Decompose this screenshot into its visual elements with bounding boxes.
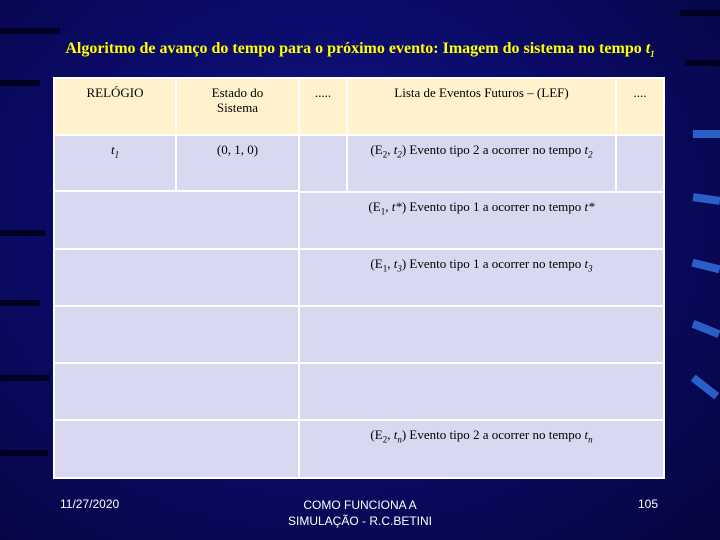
body-dots-column xyxy=(300,136,346,191)
row1-state xyxy=(177,136,298,190)
decorative-dash xyxy=(693,193,720,205)
lef-row-1: ($E_2$, $t_2$) Evento tipo 2 a ocorrer no tempo $t_2$ xyxy=(348,136,615,191)
lef-row-5 xyxy=(300,364,663,419)
background-stripe xyxy=(685,60,720,66)
footer-center-line1: COMO FUNCIONA A xyxy=(303,498,417,512)
row-divider xyxy=(55,419,298,421)
decorative-dash xyxy=(691,375,720,400)
row-divider xyxy=(55,362,298,364)
header-clock xyxy=(55,79,175,134)
lef-row-4 xyxy=(300,307,663,362)
row1-clock-subscript: 1 xyxy=(114,149,120,160)
row1-clock xyxy=(55,136,175,190)
title-text: Algoritmo de avanço do tempo para o próximo evento: Imagem do sistema no tempo xyxy=(65,40,646,57)
header-more xyxy=(617,79,663,134)
page-number: 105 xyxy=(638,497,659,511)
header-more-label: .... xyxy=(633,85,647,100)
decorative-dash xyxy=(693,130,720,138)
footer-date: 11/27/2020 xyxy=(60,497,120,511)
decorative-dash xyxy=(692,320,720,338)
body-more-column xyxy=(617,136,663,191)
title-time-subscript: 1 xyxy=(650,49,655,60)
lef-row-3: ($E_1$, $t_3$) Evento tipo 1 a ocorrer no tempo $t_3$ xyxy=(300,250,663,305)
header-state-line1: Estado do xyxy=(211,85,264,100)
header-state-line2: Sistema xyxy=(216,100,259,115)
row-divider xyxy=(55,305,298,307)
footer-center-line2: SIMULAÇÃO - R.C.BETINI xyxy=(287,514,433,528)
background-stripe xyxy=(0,375,50,381)
background-stripe xyxy=(0,300,40,306)
header-lef xyxy=(348,79,615,134)
header-dots-label: ..... xyxy=(314,85,332,100)
header-clock-label: RELÓGIO xyxy=(86,85,144,100)
lef-row-2: ($E_1$, t*) Evento tipo 1 a ocorrer no tempo t* xyxy=(300,193,663,248)
title-time: t xyxy=(645,40,651,57)
header-state xyxy=(177,79,298,134)
lef-row-6: ($E_2$, $t_n$) Evento tipo 2 a ocorrer no tempo $t_n$ xyxy=(300,421,663,477)
background-stripe xyxy=(0,450,48,456)
background-stripe xyxy=(680,10,720,16)
decorative-dash xyxy=(691,259,720,274)
footer-center xyxy=(260,497,460,529)
event-table xyxy=(53,77,665,479)
row-divider xyxy=(55,190,298,192)
header-lef-label: Lista de Eventos Futuros – (LEF) xyxy=(394,85,569,100)
row1-clock-value: t xyxy=(110,142,115,157)
background-stripe xyxy=(0,28,60,34)
background-stripe xyxy=(0,230,45,236)
header-dots xyxy=(300,79,346,134)
background-stripe xyxy=(0,80,40,86)
body-clock-column xyxy=(55,192,298,477)
row1-state-value: (0, 1, 0) xyxy=(216,142,259,157)
slide-title xyxy=(0,40,720,58)
row-divider xyxy=(55,248,298,250)
